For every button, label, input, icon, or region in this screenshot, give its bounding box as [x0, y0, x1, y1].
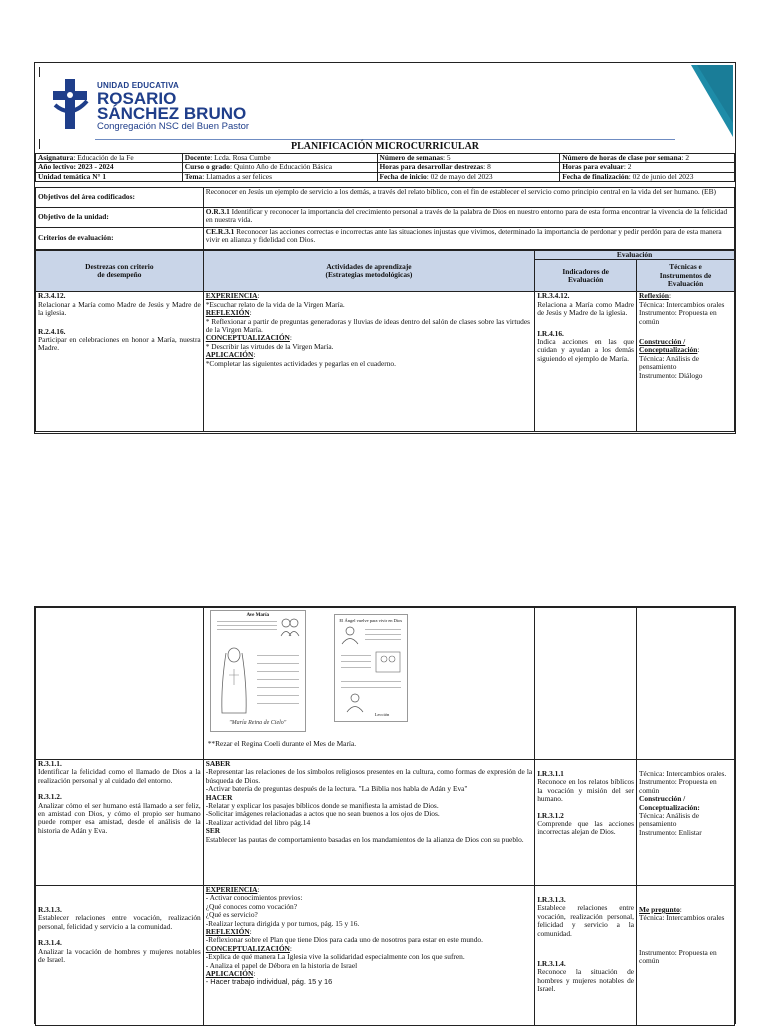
horas-destrezas-cell: Horas para desarrollar destrezas: 8	[377, 163, 560, 172]
plan-table-1	[35, 250, 735, 432]
objetivo-unidad-label: Objetivo de la unidad:	[36, 208, 204, 228]
anio-lectivo-cell: Año lectivo: 2023 - 2024	[36, 163, 183, 172]
fecha-fin-cell: Fecha de finalización: 02 de junio del 2023	[560, 172, 735, 181]
praying-drawing-icon	[343, 693, 367, 713]
tecnicas-cell-3: Me pregunto: Técnica: Intercambios orales Instrumento: Propuesta en común	[637, 886, 735, 1026]
actividades-cell: EXPERIENCIA: *Escuchar relato de la vida de la Virgen María. REFLEXIÓN: * Reflexionar a partir de preguntas generadoras y lluvias de ideas dentro del salón de clases sobre las virtudes de la Virgen María. CONCEPTUALIZACIÓN: * Describir las virtudes de la Virgen María. APLICACIÓN: *Completar las siguientes actividades y pegarlas en el cuaderno.	[203, 292, 534, 432]
planning-page-2	[34, 606, 736, 1024]
tecnicas-cell-2: Técnica: Intercambios orales. Instrumento: Propuesta en común Construcción / Conceptualización: Técnica: Análisis de pensamiento Instrumento: Enlistar	[637, 760, 735, 886]
tema-cell: Tema: Llamados a ser felices	[182, 172, 377, 181]
virgin-mary-drawing-icon	[217, 645, 251, 715]
document-title: PLANIFICACIÓN MICROCURRICULAR	[290, 141, 480, 152]
header-tecnicas: Técnicas e Instrumentos de Evaluación	[637, 260, 735, 292]
criterios-text: CE.R.3.1 Reconocer las acciones correctas e incorrectas ante las situaciones injustas que vivimos, determinado la importancia de perdonar y pedir perdón para de esta manera vivir en alianza y fidelidad con Dios.	[203, 228, 734, 250]
header-divider	[95, 139, 675, 140]
objetivos-area-text: Reconocer en Jesús un ejemplo de servicio a los demás, a través del relato bíblico, con el fin de establecer el servicio como principio central en la vida del ser humano. (EB)	[203, 188, 734, 208]
destrezas-cell-2: R.3.1.1. Identificar la felicidad como el llamado de Dios a la realización personal y al cuidado del entorno. R.3.1.2. Analizar cómo el ser humano está llamado a ser feliz, en amistad con Dios, y cómo el propio ser humano puede romper esa amistad, desde el análisis de la historia de Adán y Eva.	[36, 760, 204, 886]
fecha-inicio-cell: Fecha de inicio: 02 de mayo del 2023	[377, 172, 560, 181]
worksheet-ave-maria: Ave María "María Reina de Cielo"	[210, 610, 306, 732]
docente-cell: Docente: Lcda. Rosa Cumbe	[182, 154, 377, 163]
actividades-cell-3: EXPERIENCIA: - Activar conocimientos previos: ¿Qué conoces como vocación? ¿Qué es servicio? -Realizar lectura dirigida y por turnos, pág. 15 y 16. REFLEXIÓN: -Reflexionar sobre el Plan que tiene Dios para cada uno de nosotros para estar en este mundo. CONCEPTUALIZACIÓN: -Explica de qué manera La Iglesia vive la solidaridad especialmente con los que sufren. - Analiza el papel de Débora en la historia de Israel APLICACIÓN: - Hacer trabajo individual, pág. 15 y 16	[203, 886, 534, 1026]
objectives-table	[35, 187, 735, 250]
worksheet-images-cell	[203, 608, 534, 760]
horas-semana-cell: Número de horas de clase por semana: 2	[560, 154, 735, 163]
worksheet-indicadores-empty	[535, 608, 637, 760]
worksheet-tecnicas-empty	[637, 608, 735, 760]
worksheet-destrezas-empty	[36, 608, 204, 760]
worksheet-activity: El Ángel vuelve para vivir en Dios Lección	[334, 614, 408, 722]
plan-table-2	[35, 607, 735, 1026]
header-evaluacion: Evaluación	[535, 251, 735, 260]
worksheet-caption: "María Reina de Cielo"	[229, 720, 287, 726]
info-table	[35, 153, 735, 182]
objetivos-area-label: Objetivos del área codificados:	[36, 188, 204, 208]
family-drawing-icon	[375, 651, 401, 673]
logo-name-line2: SÁNCHEZ BRUNO	[97, 104, 247, 123]
curso-cell: Curso o grado: Quinto Año de Educación Básica	[182, 163, 377, 172]
unidad-cell: Unidad temática N° 1	[36, 172, 183, 181]
logo-school-label: UNIDAD EDUCATIVA	[97, 81, 180, 90]
children-drawing-icon	[279, 617, 301, 637]
planning-page-1	[34, 62, 736, 434]
indicadores-cell: I.R.3.4.12. Relaciona a María como Madre de Jesús y Madre de la iglesia. I.R.4.16. Indica acciones en las que cuidan y ayudan a los demás siguiendo el ejemplo de María.	[535, 292, 637, 432]
angel-drawing-icon	[339, 625, 361, 645]
actividades-cell-2: SABER -Representar las relaciones de los símbolos religiosos presentes en la cultura, como formas de expresión de la búsqueda de Dios. -Activar batería de preguntas después de la lectura. "La Biblia nos habla de Adán y Eva" HACER -Relatar y explicar los pasajes bíblicos donde se manifiesta la amistad de Dios. -Solicitar imágenes relacionadas a actos que no sean buenos a los ojos de Dios. -Realizar actividad del libro pág.14 SER Establecer las pautas de comportamiento basadas en los mandamientos de la alianza de Dios con su pueblo.	[203, 760, 534, 886]
objetivo-unidad-text: O.R.3.1 Identificar y reconocer la importancia del crecimiento personal a través de la palabra de Dios en nuestro entorno para de esta forma encontrar la vivencia de la felicidad en nuestra vida.	[203, 208, 734, 228]
horas-evaluar-cell: Horas para evaluar: 2	[560, 163, 735, 172]
school-logo	[47, 73, 287, 135]
header-destrezas: Destrezas con criterio de desempeño	[36, 251, 204, 292]
indicadores-cell-3: I.R.3.1.3. Establece relaciones entre vocación, realización personal, felicidad y servicio a la comunidad. I.R.3.1.4. Reconoce la situación de hombres y mujeres notables de Israel.	[535, 886, 637, 1026]
asignatura-cell: Asignatura: Educación de la Fe	[36, 154, 183, 163]
header-actividades: Actividades de aprendizaje (Estrategias metodológicas)	[203, 251, 534, 292]
criterios-label: Criterios de evaluación:	[36, 228, 204, 250]
indicadores-cell-2: I.R.3.1.1 Reconoce en los relatos bíblicos la vocación y misión del ser humano. I.R.3.1.2 Comprende que las acciones incorrectas alejan de Dios.	[535, 760, 637, 886]
destrezas-cell-3: R.3.1.3. Establecer relaciones entre vocación, realización personal, felicidad y servicio a la comunidad. R.3.1.4. Analizar la vocación de hombres y mujeres notables de Israel.	[36, 886, 204, 1026]
rezar-instruction: **Rezar el Regina Coeli durante el Mes de María.	[207, 739, 357, 748]
cross-icon	[51, 79, 91, 129]
header-indicadores: Indicadores de Evaluación	[535, 260, 637, 292]
tecnicas-cell: Reflexión: Técnica: Intercambios orales Instrumento: Propuesta en común Construcción / Conceptualización: Técnica: Análisis de pensamiento Instrumento: Diálogo	[637, 292, 735, 432]
margin-mark	[39, 67, 40, 77]
corner-decoration-icon	[691, 65, 733, 137]
semanas-cell: Número de semanas: 5	[377, 154, 560, 163]
destrezas-cell: R.3.4.12. Relacionar a María como Madre de Jesús y Madre de la iglesia. R.2.4.16. Participar en celebraciones en honor a María, nuestra Madre.	[36, 292, 204, 432]
logo-congregation: Congregación NSC del Buen Pastor	[97, 121, 250, 132]
logo-name-line1: ROSARIO	[97, 89, 177, 108]
